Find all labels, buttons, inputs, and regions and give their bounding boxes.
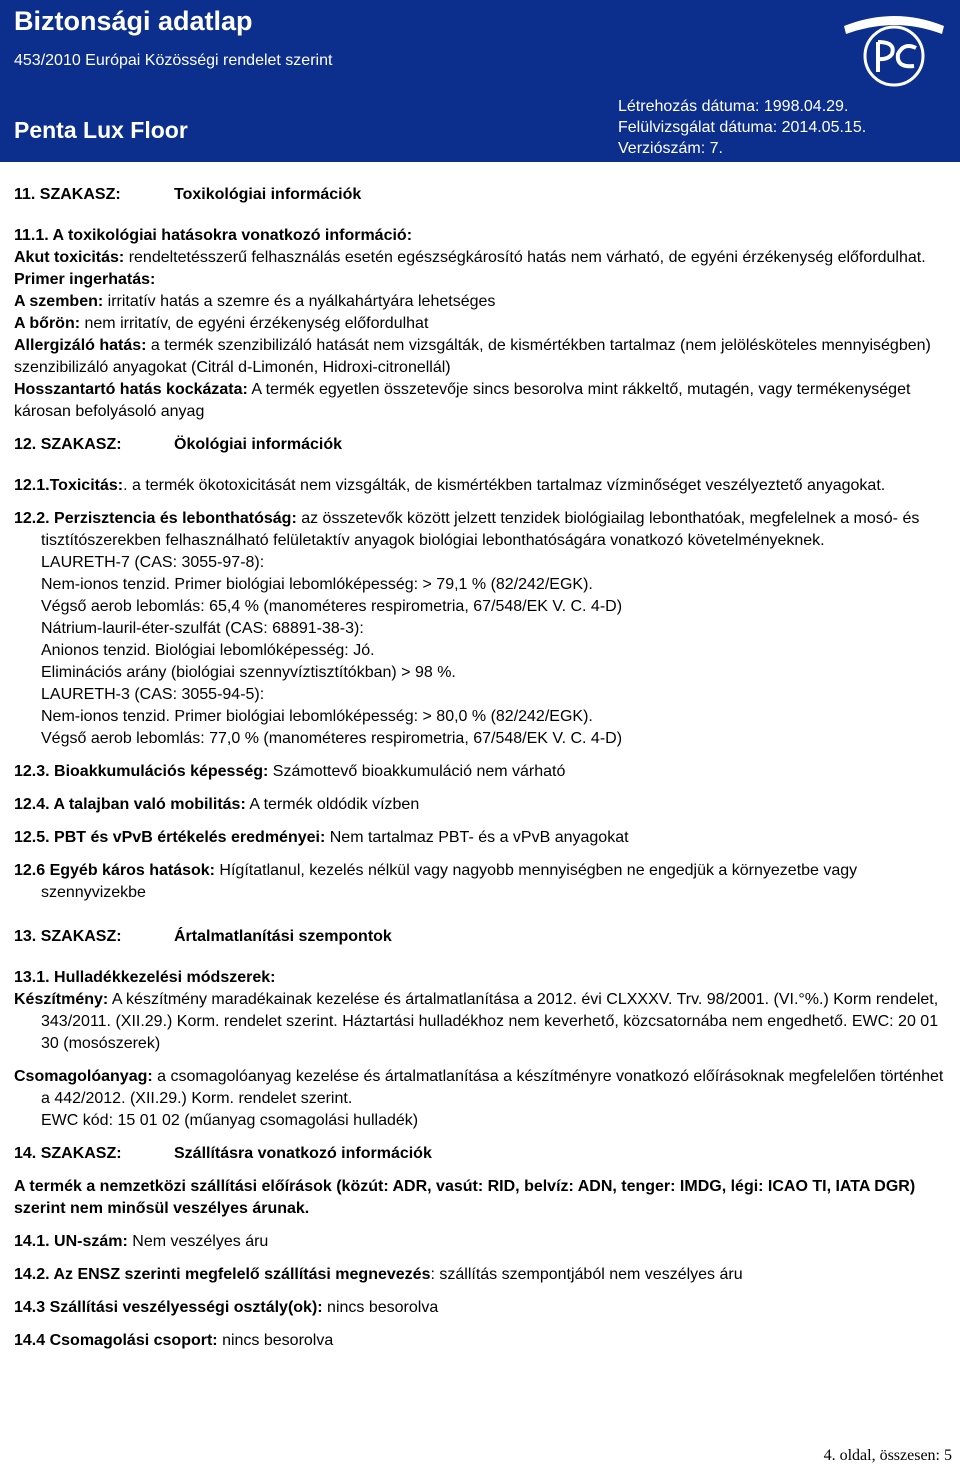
primary-irritation-heading: Primer ingerhatás: (14, 271, 156, 288)
page-number: 4. oldal, összesen: 5 (823, 1447, 952, 1464)
section-number: 14. SZAKASZ: (14, 1145, 122, 1162)
acute-toxicity-label: Akut toxicitás: (14, 249, 125, 266)
hazard-class-paragraph (14, 1297, 952, 1319)
skin-label: A bőrön: (14, 315, 81, 332)
pbt-text: Nem tartalmaz PBT- és a vPvB anyagokat (325, 829, 629, 846)
allergen-label: Allergizáló hatás: (14, 337, 147, 354)
skin-text: nem irritatív, de egyéni érzékenység előfordulhat (80, 315, 429, 332)
persistence-text: az összetevők között jelzett tenzidek biológiailag lebonthatóak, megfelelnek a mosó- és tisztítószerekben felhasználható felületaktív anyagok biológiai lebonthatóságára vonatkozó követelményeknek. (41, 510, 920, 549)
section-title: Ökológiai információk (174, 436, 343, 453)
list-item: Eliminációs arány (biológiai szennyvíztisztítókban) > 98 %. (41, 664, 456, 681)
list-item: LAURETH-7 (CAS: 3055-97-8): (41, 554, 265, 571)
mobility-text: A termék oldódik vízben (245, 796, 420, 813)
shipping-name-text: : szállítás szempontjából nem veszélyes áru (430, 1266, 743, 1283)
document-header (0, 0, 960, 162)
skin-paragraph (14, 313, 952, 335)
packaging-text: a csomagolóanyag kezelése és ártalmatlanítása a készítményre vonatkozó előírásoknak megfelelően történhet a 442/2012. (XII.29.) Korm. rendelet szerint. (41, 1068, 944, 1107)
bioaccumulation-label: 12.3. Bioakkumulációs képesség: (14, 763, 269, 780)
document-title: Biztonsági adatlap (14, 6, 253, 36)
transport-intro: A termék a nemzetközi szállítási előírások (közút: ADR, vasút: RID, belvíz: ADN, tenger: IMDG, légi: ICAO TI, IATA DGR) szerint nem minősül veszélyes árunak. (14, 1178, 916, 1217)
section-13-heading (14, 926, 952, 948)
version-number: Verziószám: 7. (618, 140, 723, 157)
list-item: Végső aerob lebomlás: 65,4 % (manométeres respirometria, 67/548/EK V. C. 4-D) (41, 598, 623, 615)
section-title: Toxikológiai információk (174, 186, 362, 203)
other-effects-label: 12.6 Egyéb káros hatások: (14, 862, 215, 879)
packing-group-text: nincs besorolva (217, 1332, 334, 1349)
pbt-paragraph (14, 827, 952, 849)
ewc-code: EWC kód: 15 01 02 (műanyag csomagolási hulladék) (41, 1112, 419, 1129)
other-effects-paragraph (14, 860, 952, 904)
hazard-class-text: nincs besorolva (322, 1299, 439, 1316)
list-item: Anionos tenzid. Biológiai lebomlóképesség: Jó. (41, 642, 375, 659)
section-11-heading (14, 184, 952, 206)
list-item: Nem-ionos tenzid. Primer biológiai lebomlóképesség: > 79,1 % (82/242/EGK). (41, 576, 593, 593)
eye-paragraph (14, 291, 952, 313)
acute-toxicity-paragraph (14, 247, 952, 269)
mobility-label: 12.4. A talajban való mobilitás: (14, 796, 246, 813)
eye-label: A szemben: (14, 293, 104, 310)
packing-group-paragraph (14, 1330, 952, 1352)
section-number: 12. SZAKASZ: (14, 436, 122, 453)
packaging-label: Csomagolóanyag: (14, 1068, 153, 1085)
allergen-text: a termék szenzibilizáló hatását nem vizsgálták, de kismértékben tartalmaz (nem jelölésköteles mennyiségben) szenzibilizáló anyagokat (Citrál d-Limonén, Hidroxi-citronellál) (14, 337, 931, 376)
document-body (14, 184, 952, 1352)
mobility-paragraph (14, 794, 952, 816)
list-item: Nátrium-lauril-éter-szulfát (CAS: 68891-38-3): (41, 620, 364, 637)
un-number-text: Nem veszélyes áru (127, 1233, 269, 1250)
list-item: Nem-ionos tenzid. Primer biológiai lebomlóképesség: > 80,0 % (82/242/EGK). (41, 708, 593, 725)
un-number-paragraph (14, 1231, 952, 1253)
allergen-paragraph (14, 335, 952, 379)
persistence-label: 12.2. Perzisztencia és lebonthatóság: (14, 510, 297, 527)
persistence-paragraph (14, 508, 952, 552)
acute-toxicity-text: rendeltetésszerű felhasználás esetén egészségkárosító hatás nem várható, de egyéni érzékenység előfordulhat. (124, 249, 926, 266)
created-date: Létrehozás dátuma: 1998.04.29. (618, 98, 849, 115)
product-name: Penta Lux Floor (14, 117, 188, 143)
list-item: Végső aerob lebomlás: 77,0 % (manométeres respirometria, 67/548/EK V. C. 4-D) (41, 730, 623, 747)
eye-text: irritatív hatás a szemre és a nyálkahártyára lehetséges (103, 293, 496, 310)
preparation-paragraph (14, 989, 952, 1055)
un-number-label: 14.1. UN-szám: (14, 1233, 128, 1250)
hazard-class-label: 14.3 Szállítási veszélyességi osztály(ok): (14, 1299, 323, 1316)
section-number: 11. SZAKASZ: (14, 186, 121, 203)
toxicity-paragraph (14, 475, 952, 497)
long-term-text: A termék egyetlen összetevője sincs besorolva mint rákkeltő, mutagén, vagy termékenységet károsan befolyásoló anyag (14, 381, 911, 420)
document-dates (618, 96, 866, 159)
shipping-name-label: 14.2. Az ENSZ szerinti megfelelő szállítási megnevezés (14, 1266, 431, 1283)
other-effects-text: Hígítatlanul, kezelés nélkül vagy nagyobb mennyiségben ne engedjük a környezetbe vagy szennyvizekbe (41, 862, 858, 901)
section-14-heading (14, 1143, 952, 1165)
regulation-text: 453/2010 Európai Közösségi rendelet szerint (14, 52, 333, 69)
section-12-heading (14, 434, 952, 456)
toxicity-text: . a termék ökotoxicitását nem vizsgálták, de kismértékben tartalmaz vízminőséget veszélyeztető anyagokat. (123, 477, 886, 494)
subsection-13-1-heading: 13.1. Hulladékkezelési módszerek: (14, 969, 276, 986)
packing-group-label: 14.4 Csomagolási csoport: (14, 1332, 218, 1349)
bioaccumulation-text: Számottevő bioakkumuláció nem várható (268, 763, 566, 780)
surfactant-list (14, 552, 952, 750)
shipping-name-paragraph (14, 1264, 952, 1286)
list-item: LAURETH-3 (CAS: 3055-94-5): (41, 686, 265, 703)
long-term-paragraph (14, 379, 952, 423)
preparation-text: A készítmény maradékainak kezelése és ártalmatlanítása a 2012. évi CLXXXV. Trv. 98/2001. (VI.°%.) Korm rendelet, 343/2011. (XII.29.) Korm. rendelet szerint. Háztartási hulladékhoz nem keverhető, közcsatornába nem engedhető. EWC: 20 01 30 (mosószerek) (41, 991, 939, 1052)
packaging-paragraph (14, 1066, 952, 1110)
section-title: Ártalmatlanítási szempontok (174, 928, 392, 945)
section-number: 13. SZAKASZ: (14, 928, 122, 945)
long-term-label: Hosszantartó hatás kockázata: (14, 381, 248, 398)
pbt-label: 12.5. PBT és vPvB értékelés eredményei: (14, 829, 326, 846)
subsection-11-1-heading: 11.1. A toxikológiai hatásokra vonatkozó információ: (14, 227, 413, 244)
revised-date: Felülvizsgálat dátuma: 2014.05.15. (618, 119, 867, 136)
penta-clean-logo (838, 4, 950, 90)
preparation-label: Készítmény: (14, 991, 109, 1008)
bioaccumulation-paragraph (14, 761, 952, 783)
toxicity-label: 12.1.Toxicitás: (14, 477, 124, 494)
section-title: Szállításra vonatkozó információk (174, 1145, 432, 1162)
